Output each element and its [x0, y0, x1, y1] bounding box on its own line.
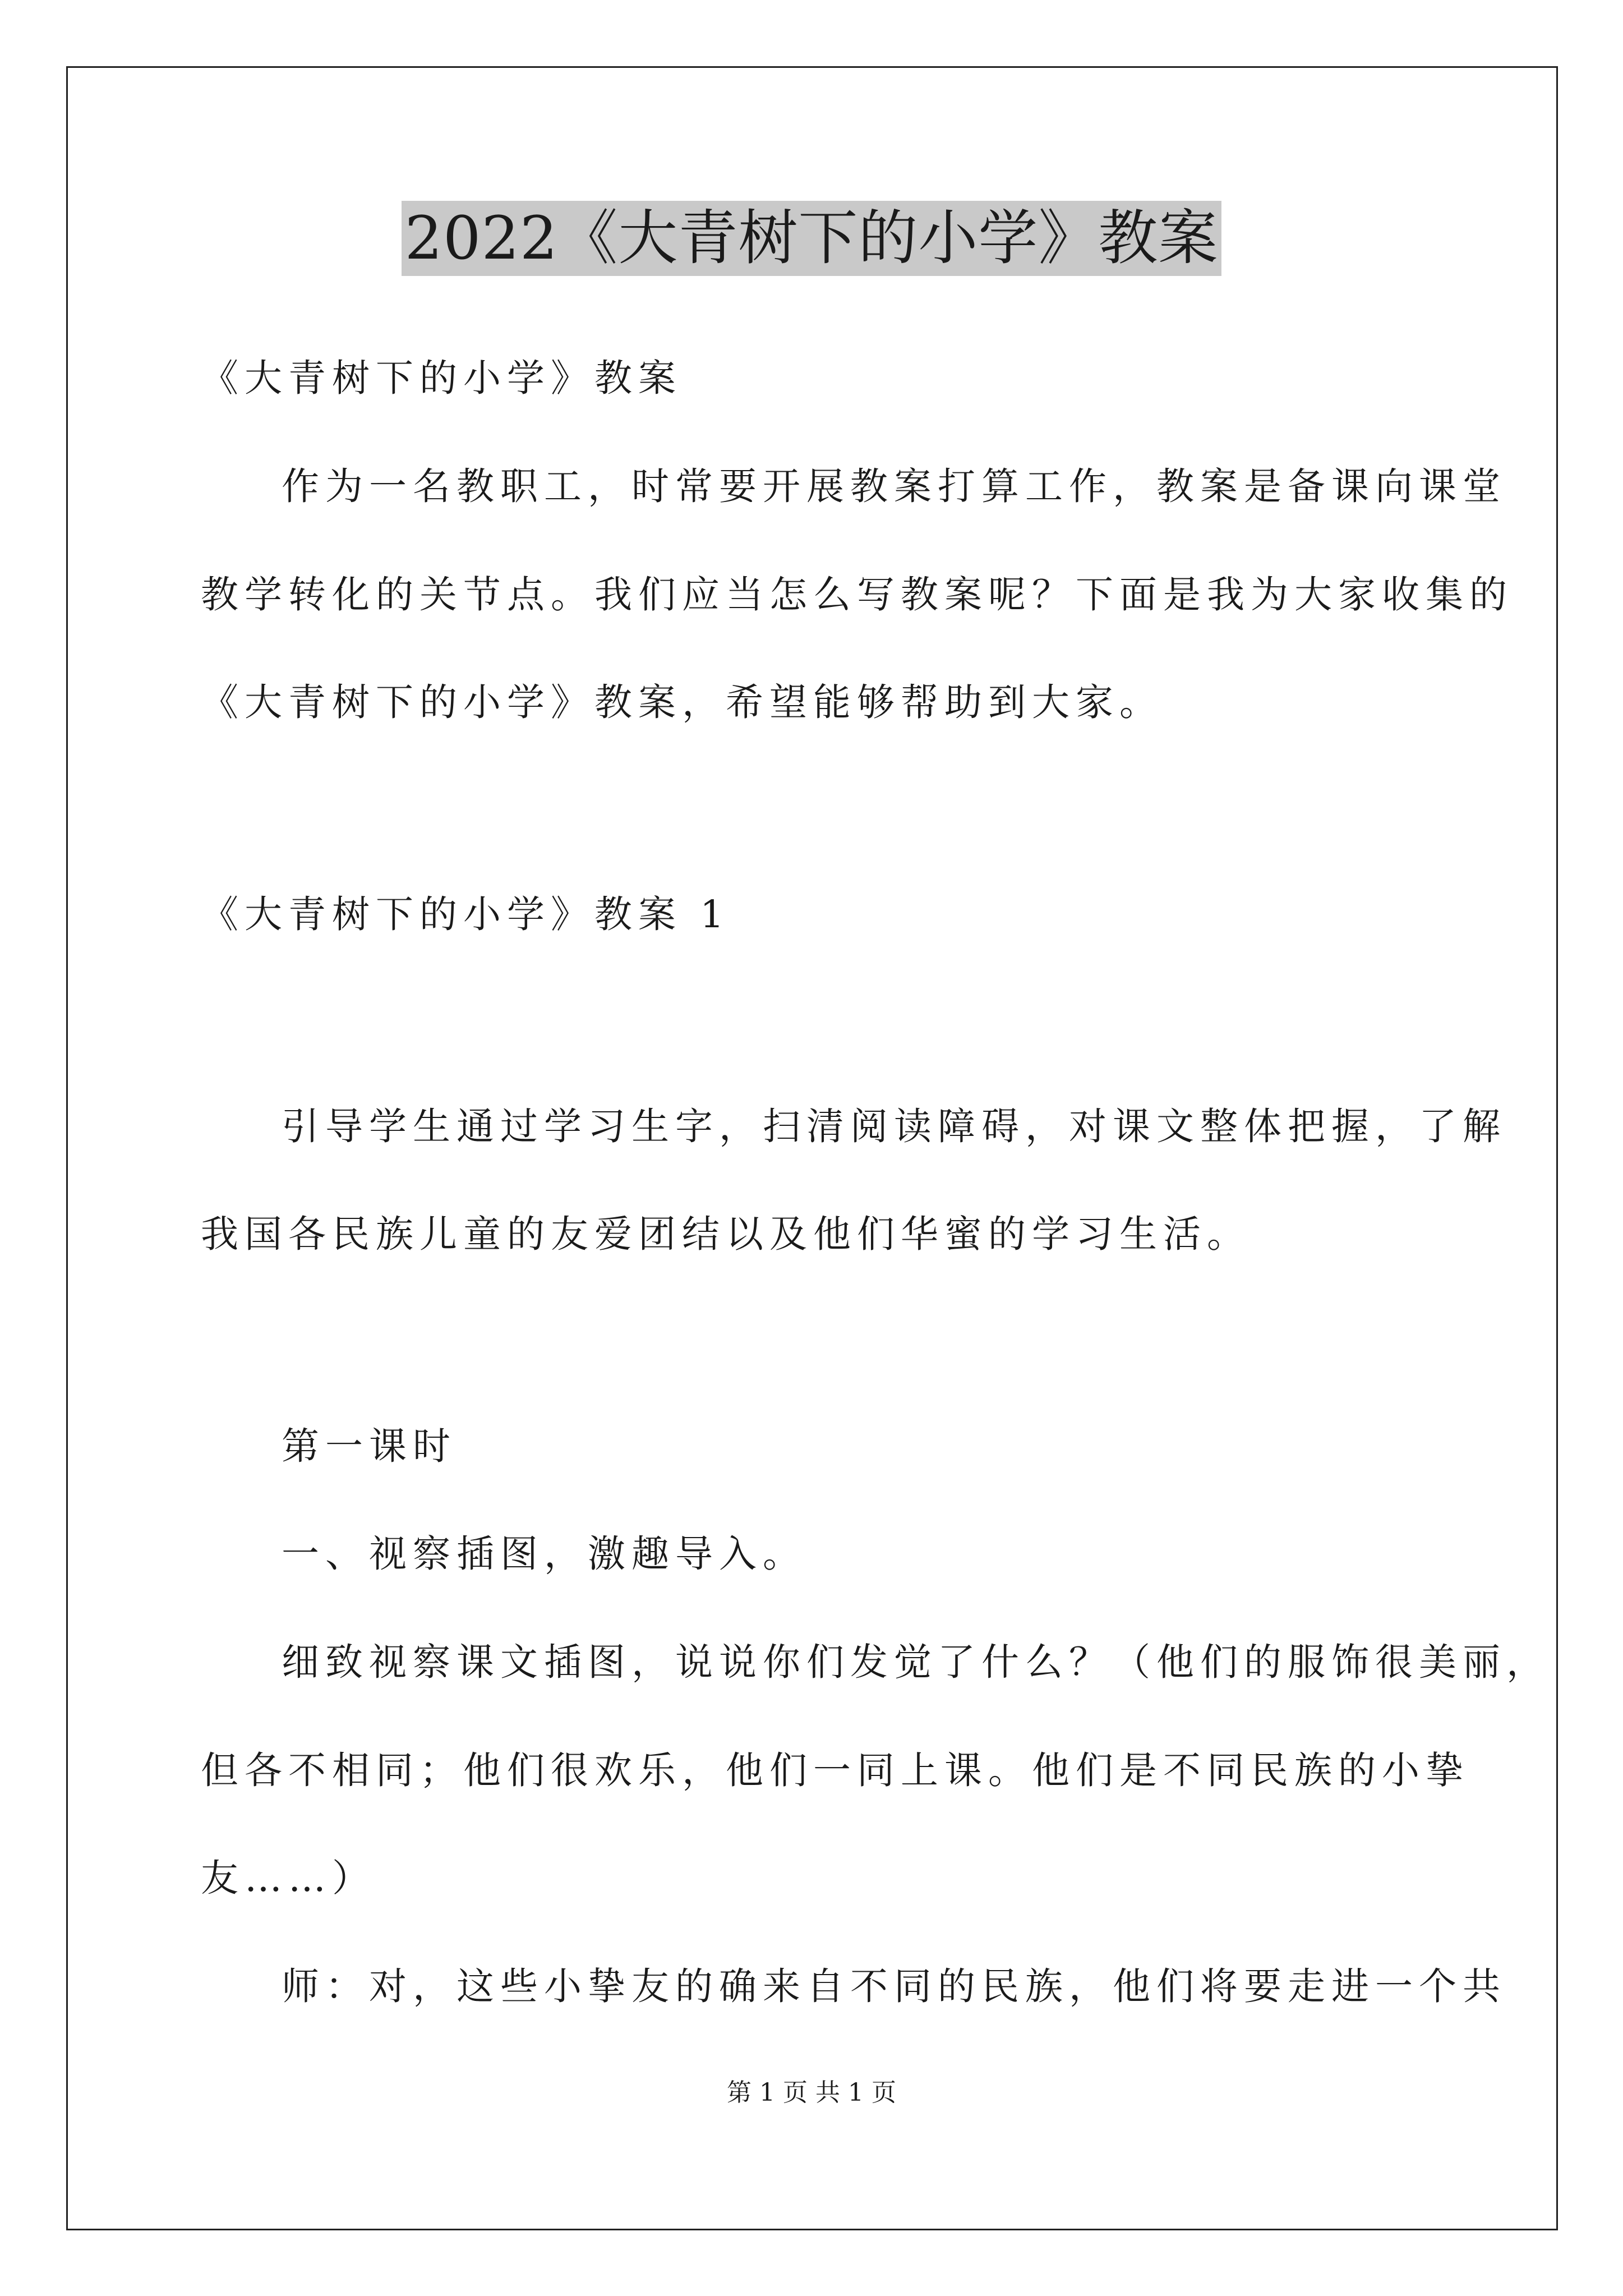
paragraph-line: 作为一名教职工，时常要开展教案打算工作，教案是备课向课堂	[282, 464, 1506, 508]
step-heading: 一、视察插图，激趣导入。	[282, 1532, 806, 1576]
lesson-heading: 第一课时	[282, 1424, 457, 1468]
paragraph-line: 友……）	[201, 1856, 376, 1900]
section-heading: 《大青树下的小学》教案 1	[201, 892, 730, 936]
doc-subtitle: 《大青树下的小学》教案	[201, 356, 682, 400]
paragraph-line: 教学转化的关节点。我们应当怎么写教案呢？下面是我为大家收集的	[201, 573, 1513, 616]
title-container	[0, 201, 1623, 276]
paragraph-line: 《大青树下的小学》教案，希望能够帮助到大家。	[201, 680, 1163, 724]
paragraph-line: 但各不相同；他们很欢乐，他们一同上课。他们是不同民族的小挚	[201, 1749, 1469, 1792]
paragraph-line: 我国各民族儿童的友爱团结以及他们华蜜的学习生活。	[201, 1212, 1251, 1256]
paragraph-line: 细致视察课文插图，说说你们发觉了什么？（他们的服饰很美丽，	[282, 1640, 1550, 1684]
document-title: 2022《大青树下的小学》教案	[402, 201, 1222, 276]
paragraph-line: 引导学生通过学习生字，扫清阅读障碍，对课文整体把握，了解	[282, 1105, 1506, 1148]
paragraph-line: 师：对，这些小挚友的确来自不同的民族，他们将要走进一个共	[282, 1964, 1506, 2008]
page-footer: 第 1 页 共 1 页	[727, 2078, 896, 2107]
